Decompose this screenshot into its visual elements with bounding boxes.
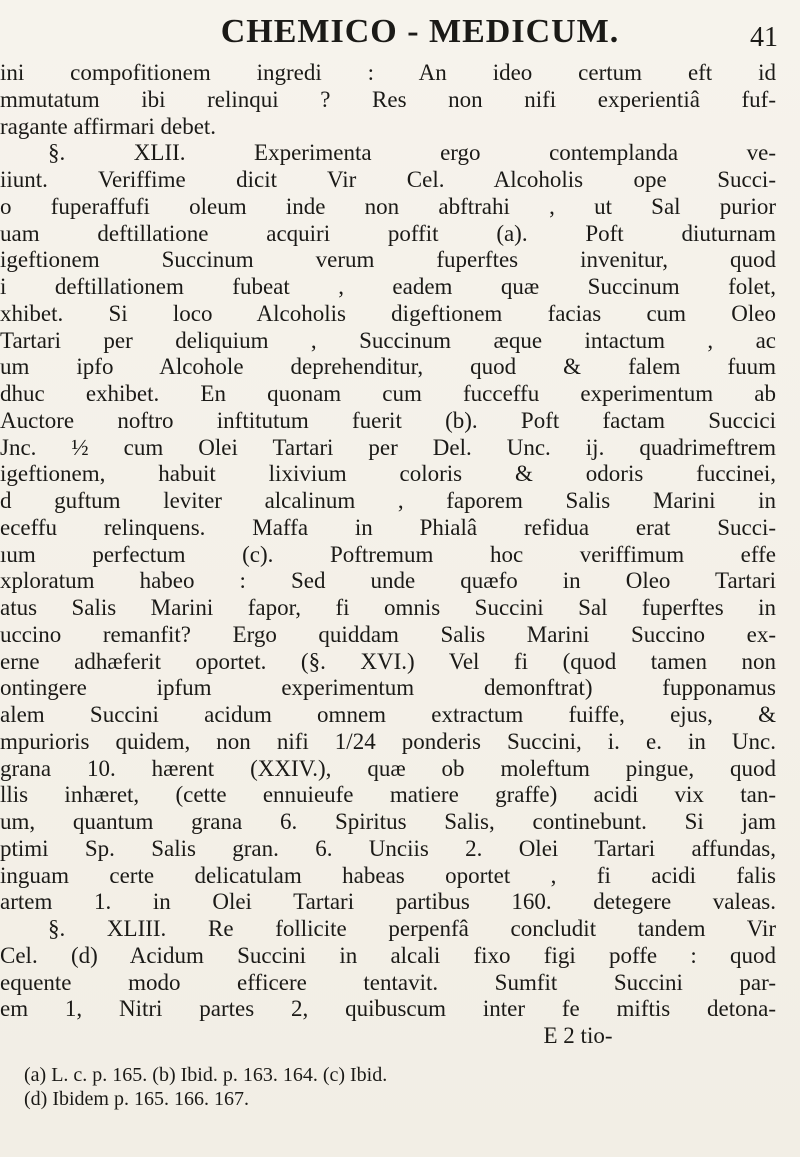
body-text <box>0 60 790 1050</box>
text-line: d guftum leviter alcalinum , faporem Salis Marini in <box>0 488 776 513</box>
text-line: eceffu relinquens. Maffa in Phialâ refidua erat Succi- <box>0 514 776 540</box>
text-line: xhibet. Si loco Alcoholis digeftionem facias cum Oleo <box>0 300 776 326</box>
section-heading-line: §. XLII. Experimenta ergo contemplanda ve- <box>48 140 776 166</box>
text-line: o fuperaffufi oleum inde non abftrahi , ut Sal purior <box>0 193 776 219</box>
text-line: ptimi Sp. Salis gran. 6. Unciis 2. Olei Tartari affundas, <box>0 835 776 861</box>
text-line: um, quantum grana 6. Spiritus Salis, continebunt. Si jam <box>0 809 776 834</box>
text-line: mmutatum ibi relinqui ? Res non nifi experientiâ fuf- <box>0 86 776 112</box>
running-head <box>0 12 800 52</box>
footnotes <box>0 1063 790 1111</box>
text-line: ontingere ipfum experimentum demonftrat) fupponamus <box>0 675 776 701</box>
text-line: Jnc. ½ cum Olei Tartari per Del. Unc. ij. quadrimeftrem <box>0 434 776 460</box>
section-heading-line: §. XLIII. Re follicite perpenfâ concludit tandem Vir <box>48 916 776 941</box>
text-line: alem Succini acidum omnem extractum fuiffe, ejus, & <box>0 702 776 727</box>
text-line: igeftionem, habuit lixivium coloris & odoris fuccinei, <box>0 461 776 487</box>
text-line: dhuc exhibet. En quonam cum fucceffu experimentum ab <box>0 381 776 406</box>
text-line: equente modo efficere tentavit. Sumfit Succini par- <box>0 969 776 995</box>
text-line: i deftillationem fubeat , eadem quæ Succinum folet, <box>0 274 776 299</box>
page-number: 41 <box>750 22 778 53</box>
text-line: xploratum habeo : Sed unde quæfo in Oleo Tartari <box>0 568 776 594</box>
text-line: ragante affirmari debet. <box>0 113 217 139</box>
text-line: mpurioris quidem, non nifi 1/24 ponderis Succini, i. e. in Unc. <box>0 728 776 754</box>
signature-catchword-line: E 2 tio- <box>543 1023 613 1048</box>
text-line: grana 10. hærent (XXIV.), quæ ob moleftum pingue, quod <box>0 755 776 781</box>
text-line: Tartari per deliquium , Succinum æque intactum , ac <box>0 327 776 353</box>
text-line: em 1, Nitri partes 2, quibuscum inter fe miftis detona- <box>0 996 776 1022</box>
text-line: inguam certe delicatulam habeas oportet , fi acidi falis <box>0 862 776 888</box>
text-line: atus Salis Marini fapor, fi omnis Succini Sal fuperftes in <box>0 595 776 620</box>
text-line: uccino remanfit? Ergo quiddam Salis Marini Succino ex- <box>0 621 776 647</box>
footnote-line: (d) Ibidem p. 165. 166. 167. <box>24 1088 249 1110</box>
text-line: ini compofitionem ingredi : An ideo certum eft id <box>0 60 776 85</box>
footnote-line: (a) L. c. p. 165. (b) Ibid. p. 163. 164. (c) Ibid. <box>24 1064 388 1086</box>
text-line: llis inhæret, (cette ennuieufe matiere graffe) acidi vix tan- <box>0 782 776 808</box>
text-line: Cel. (d) Acidum Succini in alcali fixo figi poffe : quod <box>0 942 776 968</box>
text-line: ıum perfectum (c). Poftremum hoc veriffimum effe <box>0 541 776 567</box>
text-line: Auctore noftro inftitutum fuerit (b). Poft factam Succici <box>0 407 776 433</box>
text-line: igeftionem Succinum verum fuperftes invenitur, quod <box>0 247 776 273</box>
text-line: uam deftillatione acquiri poffit (a). Poft diuturnam <box>0 220 776 246</box>
text-line: iiunt. Veriffime dicit Vir Cel. Alcoholis ope Succi- <box>0 167 776 192</box>
text-line: erne adhæferit oportet. (§. XVI.) Vel fi (quod tamen non <box>0 648 776 674</box>
text-line: artem 1. in Olei Tartari partibus 160. detegere valeas. <box>0 889 776 915</box>
running-title: CHEMICO - MEDICUM. <box>220 13 620 50</box>
text-line: um ipfo Alcohole deprehenditur, quod & falem fuum <box>0 354 776 380</box>
